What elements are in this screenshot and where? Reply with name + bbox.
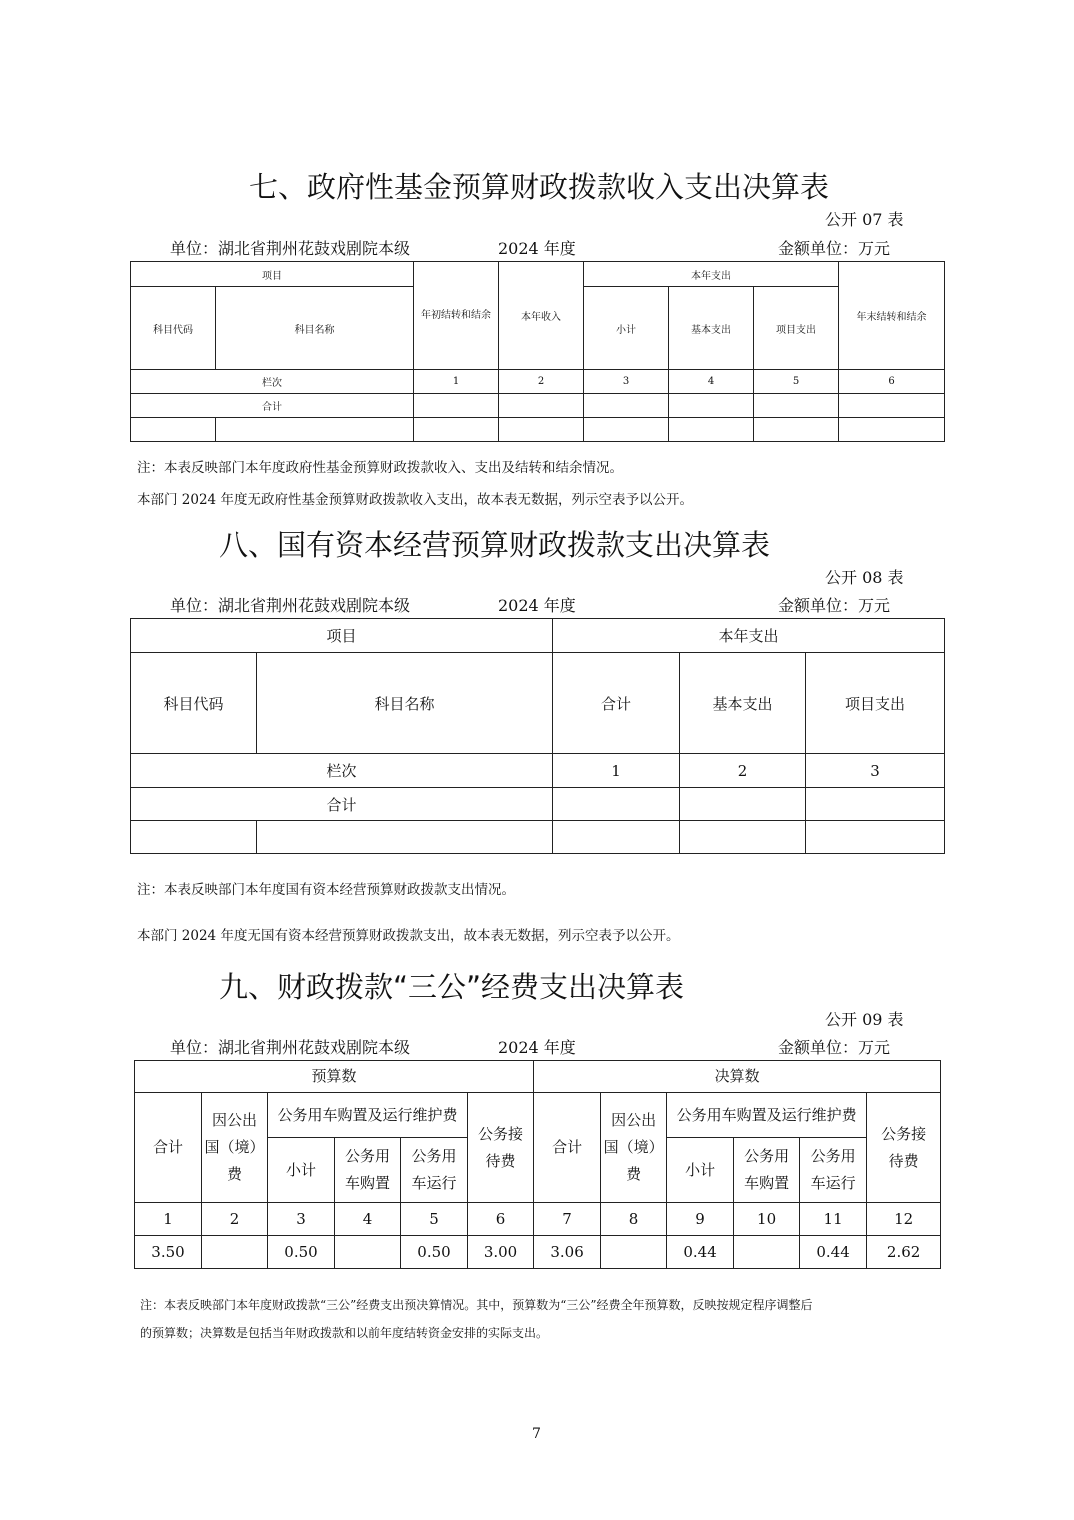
header-total: 合计 bbox=[135, 1093, 202, 1203]
header-subtotal: 小计 bbox=[268, 1138, 335, 1203]
header-project-exp: 项目支出 bbox=[754, 287, 839, 370]
value-cell: 3.00 bbox=[468, 1236, 534, 1269]
header-subject-name: 科目名称 bbox=[216, 287, 414, 370]
header-subtotal: 小计 bbox=[584, 287, 669, 370]
header-subtotal: 小计 bbox=[667, 1138, 734, 1203]
section7-note: 注：本表反映部门本年度政府性基金预算财政拨款收入、支出及结转和结余情况。 bbox=[137, 460, 623, 476]
col-index: 12 bbox=[867, 1203, 941, 1236]
col-index: 2 bbox=[202, 1203, 268, 1236]
header-vehicle-fee: 公务用车购置及运行维护费 bbox=[268, 1093, 468, 1138]
header-income: 本年收入 bbox=[499, 262, 584, 370]
col-index: 7 bbox=[534, 1203, 601, 1236]
col-index: 4 bbox=[335, 1203, 401, 1236]
header-reception-fee: 公务接 待费 bbox=[867, 1093, 941, 1203]
header-final-accounts: 决算数 bbox=[534, 1061, 941, 1093]
header-expenditure: 本年支出 bbox=[553, 619, 945, 653]
col-index: 8 bbox=[601, 1203, 667, 1236]
header-expenditure: 本年支出 bbox=[584, 262, 839, 287]
header-abroad-fee: 因公出 国（境） 费 bbox=[202, 1093, 268, 1203]
header-item: 项目 bbox=[131, 619, 553, 653]
value-cell: 0.50 bbox=[401, 1236, 468, 1269]
row-column-index-label: 栏次 bbox=[131, 370, 414, 394]
section8-unit: 单位：湖北省荆州花鼓戏剧院本级 bbox=[170, 596, 411, 615]
empty-cell bbox=[553, 788, 680, 821]
col-index: 6 bbox=[468, 1203, 534, 1236]
section9-note-line1: 注：本表反映部门本年度财政拨款“三公”经费支出预决算情况。其中，预算数为“三公”经费全年预算数，反映按规定程序调整后 bbox=[140, 1298, 813, 1312]
section8-title: 八、国有资本经营预算财政拨款支出决算表 bbox=[219, 528, 771, 562]
header-basic-exp: 基本支出 bbox=[669, 287, 754, 370]
col-index: 9 bbox=[667, 1203, 734, 1236]
section8-table-code: 公开 08 表 bbox=[825, 568, 904, 587]
empty-cell bbox=[754, 418, 839, 442]
section7-unit: 单位：湖北省荆州花鼓戏剧院本级 bbox=[170, 239, 411, 258]
empty-cell bbox=[499, 394, 584, 418]
section9-unit: 单位：湖北省荆州花鼓戏剧院本级 bbox=[170, 1038, 411, 1057]
empty-cell bbox=[553, 821, 680, 854]
empty-cell bbox=[839, 394, 945, 418]
section8-note: 注：本表反映部门本年度国有资本经营预算财政拨款支出情况。 bbox=[137, 882, 515, 898]
empty-cell bbox=[806, 788, 945, 821]
header-basic-exp: 基本支出 bbox=[680, 653, 806, 754]
col-index: 3 bbox=[584, 370, 669, 394]
header-subject-code: 科目代码 bbox=[131, 653, 257, 754]
header-vehicle-purchase: 公务用 车购置 bbox=[734, 1138, 800, 1203]
header-vehicle-purchase: 公务用 车购置 bbox=[335, 1138, 401, 1203]
row-total-label: 合计 bbox=[131, 788, 553, 821]
col-index: 2 bbox=[680, 754, 806, 788]
value-cell: 0.44 bbox=[667, 1236, 734, 1269]
section8-table bbox=[130, 618, 945, 854]
empty-cell bbox=[669, 394, 754, 418]
empty-cell bbox=[131, 821, 257, 854]
empty-cell bbox=[806, 821, 945, 854]
section7-table bbox=[130, 261, 945, 442]
section9-table bbox=[134, 1060, 941, 1269]
header-project-exp: 项目支出 bbox=[806, 653, 945, 754]
col-index: 1 bbox=[414, 370, 499, 394]
col-index: 4 bbox=[669, 370, 754, 394]
col-index: 6 bbox=[839, 370, 945, 394]
col-index: 3 bbox=[806, 754, 945, 788]
value-cell bbox=[734, 1236, 800, 1269]
header-total: 合计 bbox=[553, 653, 680, 754]
col-index: 1 bbox=[135, 1203, 202, 1236]
section8-year: 2024 年度 bbox=[498, 596, 576, 615]
row-total-label: 合计 bbox=[131, 394, 414, 418]
value-cell: 3.06 bbox=[534, 1236, 601, 1269]
col-index: 10 bbox=[734, 1203, 800, 1236]
section9-year: 2024 年度 bbox=[498, 1038, 576, 1057]
value-cell bbox=[202, 1236, 268, 1269]
col-index: 11 bbox=[800, 1203, 867, 1236]
empty-cell bbox=[131, 418, 216, 442]
empty-cell bbox=[839, 418, 945, 442]
empty-cell bbox=[584, 394, 669, 418]
section7-table-code: 公开 07 表 bbox=[825, 210, 904, 229]
empty-cell bbox=[680, 788, 806, 821]
header-abroad-fee: 因公出 国（境） 费 bbox=[601, 1093, 667, 1203]
header-subject-code: 科目代码 bbox=[131, 287, 216, 370]
header-item: 项目 bbox=[131, 262, 414, 287]
col-index: 1 bbox=[553, 754, 680, 788]
row-column-index-label: 栏次 bbox=[131, 754, 553, 788]
value-cell: 0.44 bbox=[800, 1236, 867, 1269]
section9-table-code: 公开 09 表 bbox=[825, 1010, 904, 1029]
section7-statement: 本部门 2024 年度无政府性基金预算财政拨款收入支出，故本表无数据，列示空表予以公开。 bbox=[137, 492, 693, 508]
section9-money-unit: 金额单位：万元 bbox=[778, 1038, 891, 1057]
empty-cell bbox=[414, 394, 499, 418]
col-index: 2 bbox=[499, 370, 584, 394]
section8-statement: 本部门 2024 年度无国有资本经营预算财政拨款支出，故本表无数据，列示空表予以公开。 bbox=[137, 928, 680, 944]
section9-title: 九、财政拨款“三公”经费支出决算表 bbox=[219, 970, 685, 1004]
empty-cell bbox=[257, 821, 553, 854]
empty-cell bbox=[216, 418, 414, 442]
page-number: 7 bbox=[532, 1426, 541, 1442]
header-total: 合计 bbox=[534, 1093, 601, 1203]
col-index: 5 bbox=[754, 370, 839, 394]
col-index: 5 bbox=[401, 1203, 468, 1236]
section7-money-unit: 金额单位：万元 bbox=[778, 239, 891, 258]
section9-note-line2: 的预算数；决算数是包括当年财政拨款和以前年度结转资金安排的实际支出。 bbox=[140, 1326, 549, 1340]
empty-cell bbox=[669, 418, 754, 442]
empty-cell bbox=[584, 418, 669, 442]
empty-cell bbox=[754, 394, 839, 418]
header-end-balance: 年末结转和结余 bbox=[839, 262, 945, 370]
empty-cell bbox=[414, 418, 499, 442]
header-begin-balance: 年初结转和结余 bbox=[414, 262, 499, 370]
empty-cell bbox=[499, 418, 584, 442]
header-subject-name: 科目名称 bbox=[257, 653, 553, 754]
header-vehicle-operation: 公务用 车运行 bbox=[401, 1138, 468, 1203]
value-cell: 2.62 bbox=[867, 1236, 941, 1269]
value-cell: 3.50 bbox=[135, 1236, 202, 1269]
value-cell bbox=[601, 1236, 667, 1269]
section7-title: 七、政府性基金预算财政拨款收入支出决算表 bbox=[249, 170, 830, 204]
section7-year: 2024 年度 bbox=[498, 239, 576, 258]
header-vehicle-operation: 公务用 车运行 bbox=[800, 1138, 867, 1203]
header-vehicle-fee: 公务用车购置及运行维护费 bbox=[667, 1093, 867, 1138]
header-reception-fee: 公务接 待费 bbox=[468, 1093, 534, 1203]
value-cell: 0.50 bbox=[268, 1236, 335, 1269]
section8-money-unit: 金额单位：万元 bbox=[778, 596, 891, 615]
header-budget: 预算数 bbox=[135, 1061, 534, 1093]
col-index: 3 bbox=[268, 1203, 335, 1236]
empty-cell bbox=[680, 821, 806, 854]
value-cell bbox=[335, 1236, 401, 1269]
